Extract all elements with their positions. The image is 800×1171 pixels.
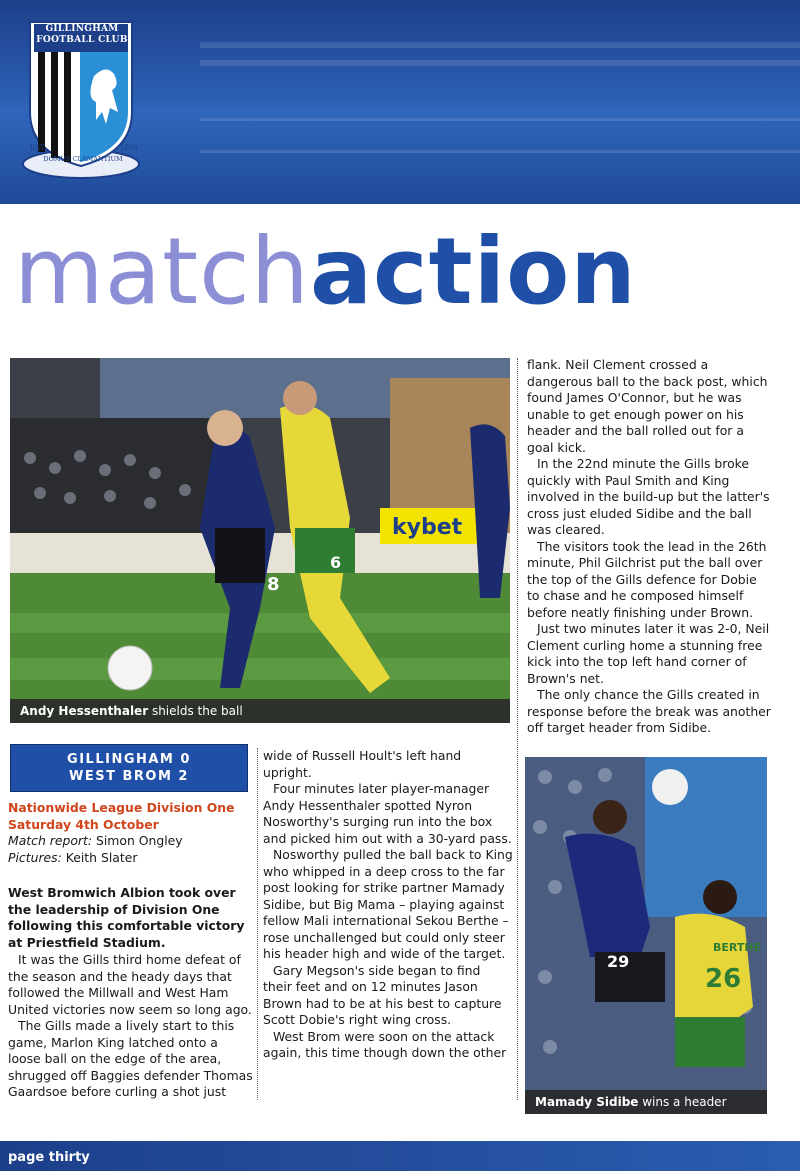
column-divider xyxy=(517,358,518,1100)
article-lead: West Bromwich Albion took over the leadership of Division One following this comfortable victory at Priestfield Stadium. xyxy=(8,885,245,950)
article-paragraph: flank. Neil Clement crossed a dangerous ball to the back post, which found James O'Connor, but he was unable to get enough power on his header and the ball rolled out for a goal kick. xyxy=(527,357,768,455)
footer-band xyxy=(0,1141,800,1171)
ad-board-text: kybet xyxy=(392,515,463,540)
article-paragraph: The only chance the Gills created in response before the break was another off target header from Sidibe. xyxy=(527,687,771,735)
banner-stripe xyxy=(200,150,800,153)
article-paragraph: In the 22nd minute the Gills broke quickly with Paul Smith and King involved in the build-up but the latter's cross just eluded Sidibe and the ball was cleared. xyxy=(527,456,770,537)
caption2-player-name: Mamady Sidibe xyxy=(535,1095,639,1109)
score-home: GILLINGHAM 0 xyxy=(67,752,191,767)
crest-motto: DOMUS CLAMANTIUM xyxy=(43,155,123,163)
score-box xyxy=(10,744,248,792)
caption-player-name: Andy Hessenthaler xyxy=(20,704,149,718)
article-paragraph: Four minutes later player-manager Andy Hessenthaler spotted Nyron Nosworthy's surging run into the box and picked him out with a 30-yard pass. xyxy=(263,781,512,846)
article-column-1 xyxy=(8,885,253,1101)
league-name: Nationwide League Division One xyxy=(8,800,235,815)
banner-stripe xyxy=(200,60,800,66)
crest-name-line1: GILLINGHAM xyxy=(45,24,119,34)
article-paragraph: The visitors took the lead in the 26th minute, Phil Gilchrist put the ball over the top of the Gills defence for Dobie to chase and he composed himself before neatly finishing under Brown. xyxy=(527,538,767,620)
title-light: match xyxy=(14,218,310,325)
crest-name-line2: FOOTBALL CLUB xyxy=(36,35,128,45)
article-paragraph: West Brom were soon on the attack again, this time though down the other xyxy=(263,1028,507,1060)
score-away: WEST BROM 2 xyxy=(69,769,189,784)
article-paragraph: It was the Gills third home defeat of the season and the heady days that followed the Millwall and West Ham United victories now seem so long ago. xyxy=(8,952,252,1017)
crest-est: EST xyxy=(30,144,45,152)
match-date: Saturday 4th October xyxy=(8,816,159,832)
article-column-2 xyxy=(263,748,513,1062)
pictures-label: Pictures: xyxy=(8,849,62,865)
player-shirt-number-2: 6 xyxy=(330,553,342,572)
player-shirt-number: 8 xyxy=(267,574,280,595)
caption-text: shields the ball xyxy=(148,704,243,718)
caption2-text: wins a header xyxy=(638,1095,727,1109)
article-paragraph: The Gills made a lively start to this game, Marlon King latched onto a loose ball on the edge of the area, shrugged off Baggies defender Thomas Gaardsoe before curling a shot just xyxy=(8,1018,253,1099)
match-photo-hessenthaler xyxy=(10,358,510,723)
report-author: Simon Ongley xyxy=(92,833,183,848)
photo1-caption xyxy=(10,699,510,723)
player2-shirt-number-2: 26 xyxy=(705,964,742,994)
banner-stripe xyxy=(200,42,800,48)
article-paragraph: Gary Megson's side began to find their feet and on 12 minutes Jason Brown had to be at his best to capture Scott Dobie's right wing cross. xyxy=(263,962,502,1027)
pictures-author: Keith Slater xyxy=(61,849,138,865)
column-divider xyxy=(257,748,258,1100)
match-photo-sidibe xyxy=(525,757,767,1114)
article-paragraph: wide of Russell Hoult's left hand upright. xyxy=(263,748,462,780)
photo2-caption xyxy=(525,1090,767,1114)
match-report-credit xyxy=(8,833,253,850)
player2-shirt-name: BERTHE xyxy=(713,941,762,954)
match-meta xyxy=(8,800,253,866)
report-label: Match report: xyxy=(8,833,93,848)
photo2-illustration xyxy=(525,757,767,1114)
page-number: page thirty xyxy=(8,1150,90,1165)
page-title xyxy=(14,218,637,325)
crest-club-name xyxy=(34,24,130,46)
crest-year: 1893 xyxy=(120,144,138,152)
pictures-credit xyxy=(8,850,253,867)
article-column-3 xyxy=(527,357,772,737)
article-paragraph: Just two minutes later it was 2-0, Neil Clement curling home a stunning free kick into the top left hand corner of Brown's net. xyxy=(527,621,770,686)
photo-illustration xyxy=(10,358,510,723)
article-paragraph: Nosworthy pulled the ball back to King who whipped in a deep cross to the far post looking for strike partner Mamady Sidibe, but Big Mama – playing against fellow Mali international Sekou Berthe – rose unchallenged but could only steer his header high and wide of the target. xyxy=(263,847,513,961)
player2-shirt-number: 29 xyxy=(607,952,630,971)
banner-stripe xyxy=(200,118,800,121)
title-bold: action xyxy=(309,218,637,325)
